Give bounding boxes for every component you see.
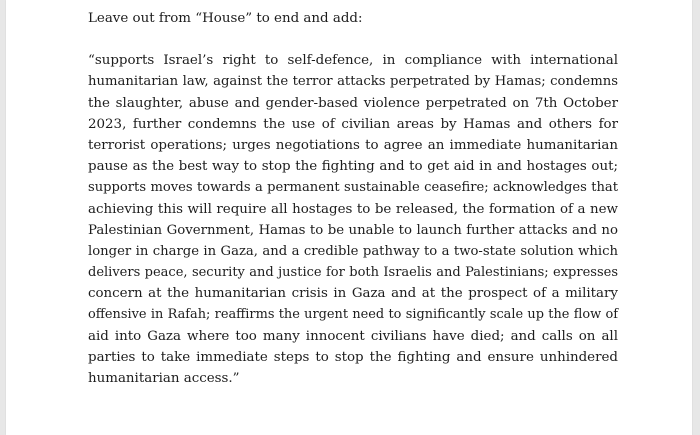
amendment-line: achieving this will require all hostages to be released, the formation of a new — [88, 201, 618, 217]
amendment-line: concern at the humanitarian crisis in Gaza and at the prospect of a military — [88, 286, 618, 302]
amendment-line: delivers peace, security and justice for both Israelis and Palestinians; expresses — [88, 265, 618, 281]
amendment-line: offensive in Rafah; reaffirms the urgent need to significantly scale up the flow of — [88, 307, 618, 323]
amendment-line: 2023, further condemns the use of civilian areas by Hamas and others for — [88, 116, 618, 132]
amendment-line: pause as the best way to stop the fighting and to get aid in and hostages out; — [88, 159, 618, 175]
amendment-line: aid into Gaza where too many innocent civilians have died; and calls on all — [88, 328, 618, 344]
amendment-line: “supports Israel’s right to self-defence, in compliance with international — [88, 53, 618, 69]
amendment-instruction: Leave out from “House” to end and add: — [88, 11, 363, 26]
amendment-line: Palestinian Government, Hamas to be unable to launch further attacks and no — [88, 222, 618, 238]
amendment-line: humanitarian access.” — [88, 371, 240, 387]
amendment-line: terrorist operations; urges negotiations to agree an immediate humanitarian — [88, 137, 618, 153]
document-content — [88, 8, 618, 389]
amendment-line: humanitarian law, against the terror attacks perpetrated by Hamas; condemns — [88, 74, 618, 90]
amendment-line: parties to take immediate steps to stop the fighting and ensure unhindered — [88, 349, 618, 365]
amendment-line: the slaughter, abuse and gender-based violence perpetrated on 7th October — [88, 95, 618, 111]
amendment-text — [88, 50, 618, 389]
document-page — [6, 0, 692, 435]
amendment-line: longer in charge in Gaza, and a credible pathway to a two-state solution which — [88, 243, 618, 259]
amendment-line: supports moves towards a permanent sustainable ceasefire; acknowledges that — [88, 180, 618, 196]
